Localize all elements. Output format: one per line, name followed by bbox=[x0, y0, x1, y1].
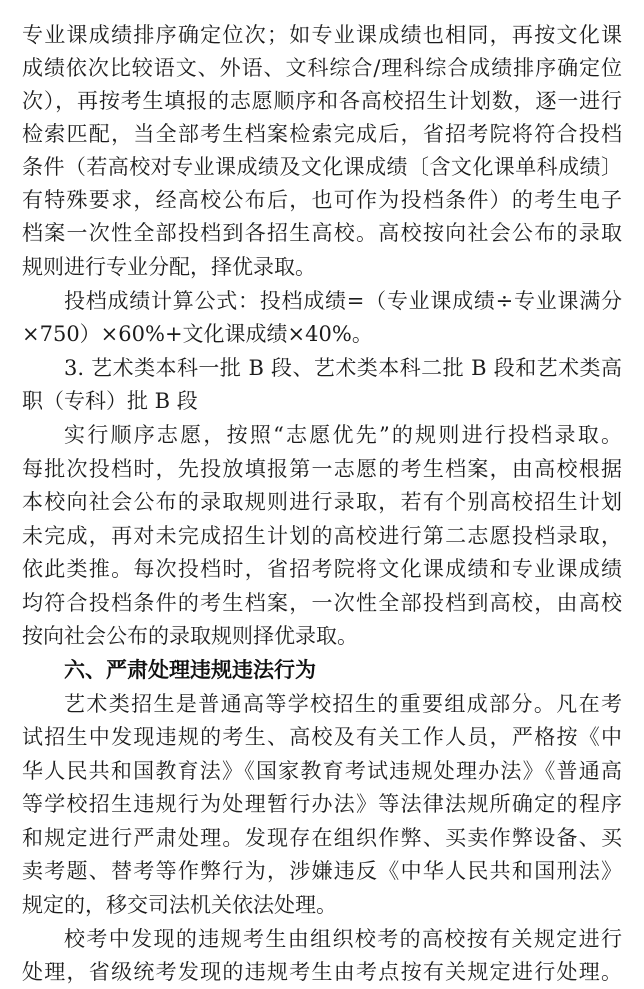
paragraph-line: 试招生中发现违规的考生、高校及有关工作人员，严格按《中 bbox=[22, 725, 622, 749]
paragraph-line: 专业课成绩排序确定位次；如专业课成绩也相同，再按文化课 bbox=[22, 23, 622, 47]
paragraph-line: 实行顺序志愿，按照“志愿优先”的规则进行投档录取。 bbox=[64, 423, 622, 447]
subsection-title-line: 职（专科）批 B 段 bbox=[22, 389, 198, 413]
subsection-title-line: 3. 艺术类本科一批 B 段、艺术类本科二批 B 段和艺术类高 bbox=[64, 356, 622, 380]
formula-line: 投档成绩计算公式：投档成绩=（专业课成绩÷专业课满分 bbox=[64, 289, 622, 313]
paragraph-line: 处理，省级统考发现的违规考生由考点按有关规定进行处理。 bbox=[22, 960, 622, 984]
paragraph-line: 卖考题、替考等作弊行为，涉嫌违反《中华人民共和国刑法》 bbox=[22, 859, 622, 883]
paragraph-line: 等学校招生违规行为处理暂行办法》等法律法规所确定的程序 bbox=[22, 792, 622, 816]
paragraph-line: 艺术类招生是普通高等学校招生的重要组成部分。凡在考 bbox=[64, 692, 622, 716]
paragraph-line: 检索匹配，当全部考生档案检索完成后，省招考院将符合投档 bbox=[22, 122, 622, 146]
paragraph-line: 每批次投档时，先投放填报第一志愿的考生档案，由高校根据 bbox=[22, 457, 622, 481]
paragraph-line: 有特殊要求，经高校公布后，也可作为投档条件）的考生电子 bbox=[22, 188, 622, 212]
section-heading: 六、严肃处理违规违法行为 bbox=[64, 658, 316, 682]
paragraph-line: 和规定进行严肃处理。发现存在组织作弊、买卖作弊设备、买 bbox=[22, 826, 622, 850]
paragraph-line: 规定的，移交司法机关依法处理。 bbox=[22, 893, 337, 917]
paragraph-line: 条件（若高校对专业课成绩及文化课成绩〔含文化课单科成绩〕 bbox=[22, 155, 622, 179]
paragraph-line: 华人民共和国教育法》《国家教育考试违规处理办法》《普通高 bbox=[22, 759, 622, 783]
paragraph-line: 按向社会公布的录取规则择优录取。 bbox=[22, 624, 358, 648]
paragraph-line: 本校向社会公布的录取规则进行录取，若有个别高校招生计划 bbox=[22, 490, 622, 514]
paragraph-line: 依此类推。每次投档时，省招考院将文化课成绩和专业课成绩 bbox=[22, 557, 622, 581]
paragraph-line: 次），再按考生填报的志愿顺序和各高校招生计划数，逐一进行 bbox=[22, 89, 622, 113]
paragraph-line: 校考中发现的违规考生由组织校考的高校按有关规定进行 bbox=[64, 927, 622, 951]
paragraph-line: 均符合投档条件的考生档案，一次性全部投档到高校，由高校 bbox=[22, 591, 622, 615]
formula-line: ×750）×60%+文化课成绩×40%。 bbox=[22, 322, 373, 346]
paragraph-line: 档案一次性全部投档到各招生高校。高校按向社会公布的录取 bbox=[22, 221, 622, 245]
paragraph-line: 成绩依次比较语文、外语、文科综合/理科综合成绩排序确定位 bbox=[22, 56, 622, 80]
paragraph-line: 规则进行专业分配，择优录取。 bbox=[22, 255, 316, 279]
paragraph-line: 未完成，再对未完成招生计划的高校进行第二志愿投档录取， bbox=[22, 524, 622, 548]
